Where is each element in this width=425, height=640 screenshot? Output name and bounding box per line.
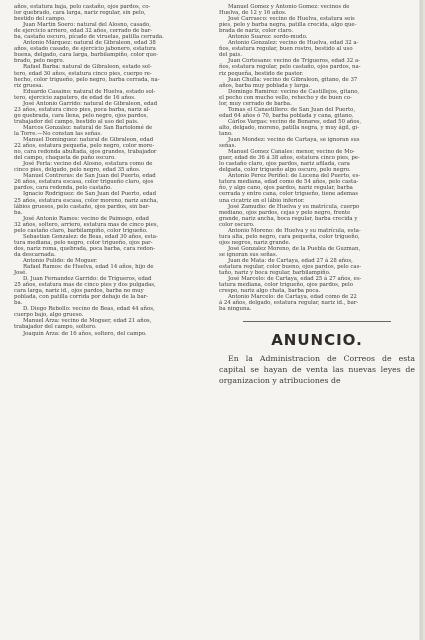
text-line: la Torre.—No constan las señas. (14, 130, 102, 137)
text-line: Joaquin Arza: de 16 años, soltero, del campo. (23, 330, 147, 337)
text-line: señas. (219, 143, 237, 150)
text-line: ba ninguna. (219, 306, 252, 313)
text-line: José Antonio Garrido: natural de Gibraleon, edad (23, 100, 158, 107)
text-line: ba. (14, 209, 23, 216)
text-line: estatura regular, color bueno, ojos pardos, pelo cas- (219, 264, 362, 271)
text-line: tero, edad 30 años, estatura cinco pies, cuerpo re- (14, 70, 152, 77)
text-line: 25 años, estatura escasa, color moreno, nariz ancha, (14, 197, 159, 204)
text-line: tero, ejercicio zapatero, de edad de 16 años. (14, 94, 136, 101)
notice-body: En la Administracion de Correos de esta capital se hayan de venta las nuevas leyes de organizacion y atribuciones de (219, 354, 415, 385)
text-line: José Marcelo: de Cartaya, edad 25 á 27 años, es- (228, 276, 362, 283)
text-line: 25 años, estatura mas de cinco pies y dos pulgadas, (14, 282, 156, 289)
text-line: Antonio Márquez: natural de Gibraleon, edad 38 (23, 40, 156, 47)
text-line: pelo castaño claro, barbilampiño, color trigueño. (14, 227, 148, 234)
text-line: tura mediana, pelo negro, color trigueño, ojos par- (14, 239, 153, 246)
text-line: Juan de Mata: de Cartaya, edad 27 á 28 años, (228, 257, 353, 264)
text-line: crespo, nariz algo chata, barba poca. (219, 288, 321, 295)
text-line: da descarnada. (14, 251, 56, 258)
text-line: lábios gruesos, pelo castaño, ojos pardos, sin bar- (14, 203, 151, 210)
left-column (14, 4, 210, 337)
text-line: de ejercicio arriero, edad 32 años, cerrado de bar- (14, 28, 153, 35)
text-line: Eduardo Casaino: natural de Huelva, estado sol- (23, 88, 156, 95)
text-line: ño, y algo cano, ojos pardos, nariz regular, barba (219, 185, 353, 192)
text-line: edad 64 años ó 70, barba poblada y cana, gitano. (219, 112, 354, 119)
text-line: brada de nariz, color claro. (219, 28, 294, 35)
text-line: José Antonio Ramos: vecino de Paimogo, edad (23, 215, 149, 222)
text-line: brado, pelo negro. (14, 58, 65, 65)
text-line: tatura mediana, color trigueño, ojos pardos, pelo (219, 282, 353, 289)
text-line: Antonio Marcelo: de Cartaya, edad como de 22 (228, 294, 357, 301)
section-divider (243, 321, 391, 322)
text-line: Manuel Gomez Canales: menor, vecino de Mo- (228, 149, 355, 156)
text-line: Antonio Moreno: de Huelva y su matrícula, esta- (228, 227, 361, 234)
text-line: Manuel Gomez y Antonio Gomez: vecinos de (228, 4, 350, 10)
text-line: riz gruesa. (14, 82, 44, 89)
text-line: cerrada y entre cana, color trigueño, tiene ademas (219, 191, 359, 198)
text-line: tano. (219, 130, 233, 137)
text-line: José Ferla: vecino del Alosno, estatura como de (23, 161, 153, 168)
text-line: José. (14, 270, 28, 277)
text-line: Cárlos Vargas: vecino de Bonares, edad 50 años, (228, 118, 362, 125)
text-line: bestido del campo. (14, 16, 66, 23)
text-line: poblada, con patilla corrida por debajo de la bar- (14, 294, 149, 301)
text-line: años, estatura baja, pelo castaño, ojos pardos, co- (14, 4, 151, 10)
text-line: riz pequeña, bestido de pastor. (219, 70, 304, 77)
text-line: 32 años, soltero, arriero, estatura mas de cinco pies, (14, 221, 159, 228)
text-line: Rafael Barba: natural de Gibraleon, estado sol- (23, 64, 152, 71)
text-line: D. Diego Rebollo: vecino de Beas, edad 44 años, (23, 306, 155, 313)
text-line: go quebrada, cara llena, pelo negro, ojos pardos, (14, 112, 149, 119)
text-line: dos, nariz roma, quebrada, poca barba, cara redon- (14, 245, 155, 252)
text-line: ba, castaño oscuro, pícado de viruelas, patilla cerrada. (14, 34, 164, 41)
text-line: ojos negros, nariz grande. (219, 239, 291, 246)
binding-shadow (420, 0, 423, 640)
text-line: una cicatriz en el lábio inferior. (219, 197, 305, 204)
text-line: Antonio Perez Periñel: de Lucena del Puerto, es- (228, 173, 361, 180)
text-line: ños, estatura regular, pelo castaño, ojos pardos, na- (219, 64, 361, 71)
text-line: D. Juan Fernandez Garrido: de Trigueros, edad (23, 276, 152, 283)
text-line: buena, delgado, cara larga, barbilampiño, color que- (14, 52, 158, 59)
text-line: del campo, chaqueta de paño oscuro. (14, 155, 116, 162)
text-line: Manuel Contreras: de San Juan del Puerto, edad (23, 173, 156, 180)
text-line: lo castaño claro, ojos pardos, nariz afilada, cara (219, 161, 350, 168)
text-line: cuerpo bajo, algo grueso. (14, 312, 84, 319)
right-column (219, 4, 415, 386)
text-line: el pecho con mucho vello, rehecho y de buen co- (219, 94, 352, 101)
text-line: Ignacio Rodriguez: de San Juan del Puerto, edad (23, 191, 157, 198)
text-line: Tomas el Canastillero: de San Juan del Puerto, (228, 106, 356, 113)
text-line: grande, nariz ancha, boca regular, barba crecida y (219, 215, 358, 222)
text-line: hecho, color trigueño, pelo negro, barba cerrada, na- (14, 76, 160, 83)
text-line: guer, edad de 36 á 38 años, estatura cinco pies, pe- (219, 155, 360, 162)
text-line: Manuel Arza: vecino de Moguer, edad 21 años, (23, 318, 152, 325)
text-line: Marcos Gonzalez: natural de San Bartolomé de (23, 124, 153, 131)
text-line: Antonio Pulido: de Moguer. (23, 257, 98, 264)
text-line: Domingo Ramirez: vecino de Castillejos, gitano, (228, 88, 360, 95)
text-line: José Gonzalez Moreno, de la Puebla de Guzman, (228, 245, 361, 252)
text-line: lor quebrado, cara larga, nariz regular, sin pelo, (14, 10, 146, 17)
text-line: años, estado casado, de ejercicio jabonero, estatura (14, 46, 156, 53)
text-line: se ignoran sus señas. (219, 251, 278, 258)
text-line: tatura mediana, edad como de 54 años, pelo casta- (219, 179, 359, 186)
text-line: á 24 años, delgado, estatura regular, nariz id., bar- (219, 300, 359, 307)
text-line: trabajador del campo, soltero. (14, 324, 97, 331)
text-line: alto, delgado, moreno, patilla negra, y muy ágil, gi- (219, 124, 360, 131)
notice-title: ANUNCIO. (271, 331, 363, 350)
text-line: no, cara redonda abultada, ojos grandes, trabajador (14, 149, 157, 156)
text-line: 23 años, estatura cinco pies, poca barba, nariz al- (14, 106, 151, 113)
text-line: Antonio Suarez: sordo-mudo. (228, 34, 308, 41)
text-line: delgada, color trigueño algo oscuro, pelo negro. (219, 167, 351, 174)
text-line: 26 años, estatura escasa, color trigueño claro, ojos (14, 179, 154, 186)
text-line: Antonio Gonzalez: vecino de Huelva, edad 32 a- (228, 40, 359, 47)
text-line: Huelva, de 12 y 16 años. (219, 10, 287, 17)
text-line: Sebastian Gonzalez: de Beas, edad 30 años, esta- (23, 233, 158, 240)
text-line: Juan Chulla: vecino de Gibraleon, gitano, de 37 (228, 76, 358, 83)
text-line: lor, muy cerrado de barba. (219, 100, 292, 107)
text-line: Juan Martin Soero: natural del Alosno, casado, (23, 22, 151, 29)
text-line: ños, estatura regular, buen rostro, bestido al uso (219, 46, 353, 53)
text-line: color oscuro. (219, 221, 255, 228)
right-column-entries (219, 4, 415, 312)
text-line: Rafael Ramos: de Huelva, edad 14 años, hijo de (23, 264, 154, 271)
text-line: mediano, ojos pardos, cejas y pelo negro, frente (219, 209, 351, 216)
text-line: cara larga, nariz id., ojos pardos, barba no muy (14, 288, 144, 295)
text-line: José Zamudio: de Huelva y su matrícula, cuerpo (228, 203, 360, 210)
text-line: trabajador del campo, bestido al uso del pais. (14, 118, 139, 125)
text-line: pies, pelo y barba negra, patilla crecida, algo que- (219, 22, 357, 29)
text-line: Juan Cortesano: vecino de Trigueros, edad 32 a- (228, 58, 360, 65)
text-line: pardos, cara redonda, pelo castaño. (14, 185, 112, 192)
text-line: taño, nariz y boca regular, barbilampiño. (219, 270, 331, 277)
text-line: 22 años, estatura pequeña, pelo negro, color more- (14, 143, 155, 150)
text-line: José Carrasco: vecino de Huelva, estatura seis (228, 16, 355, 23)
text-line: cinco pies, delgado, pelo negro, edad 35 años. (14, 167, 141, 174)
text-line: tura alta, pelo negro, cara pequeña, color trigueño, (219, 233, 360, 240)
text-line: ba. (14, 300, 23, 307)
text-line: años, barba muy poblada y larga. (219, 82, 311, 89)
text-line: Juan Mondez: vecino de Cartaya, se ignoran sus (228, 137, 360, 144)
text-line: Manuel Dominguez: natural de Gibraleon, edad (23, 137, 154, 144)
text-line: del pais. (219, 52, 242, 59)
